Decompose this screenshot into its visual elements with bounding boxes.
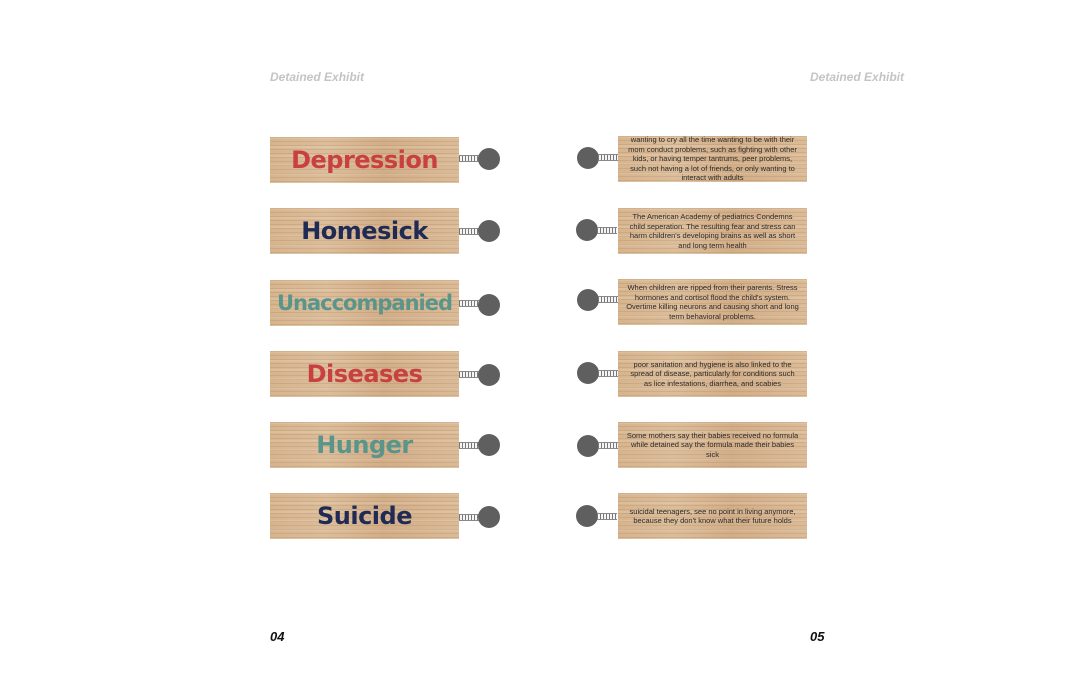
tag-depression (270, 137, 459, 183)
knob-icon (478, 364, 500, 386)
tag-label: Diseases (306, 360, 423, 388)
tag-label: Hunger (316, 431, 413, 459)
knob-icon (576, 219, 598, 241)
knob-icon (577, 435, 599, 457)
description-tag-3 (618, 279, 807, 325)
chain (597, 513, 617, 520)
tag-diseases (270, 351, 459, 397)
description-tag-5 (618, 422, 807, 468)
tag-label: Suicide (316, 502, 412, 530)
chain (598, 370, 618, 377)
chain (459, 155, 479, 162)
description-text: The American Academy of pediatrics Condemns child seperation. The resulting fear and stress can harm children's developing brains as well as short and long term health (629, 212, 796, 250)
knob-icon (478, 506, 500, 528)
header-right: Detained Exhibit (810, 70, 905, 84)
knob-icon (478, 294, 500, 316)
knob-icon (478, 220, 500, 242)
knob-icon (577, 147, 599, 169)
chain (459, 371, 479, 378)
description-text: wanting to cry all the time wanting to be with their mom conduct problems, such as fighting with other kids, or having temper tantrums, peer problems, such not having a lot of friends, or only wanting to interact with adults (628, 135, 797, 183)
page-number-left: 04 (270, 629, 285, 644)
header-left: Detained Exhibit (270, 70, 365, 84)
tag-hunger (270, 422, 459, 468)
description-text: suicidal teenagers, see no point in living anymore, because they don't know what their future holds (629, 506, 796, 525)
tag-label: Homesick (301, 217, 428, 245)
knob-icon (577, 362, 599, 384)
knob-icon (478, 434, 500, 456)
tag-label: Depression (291, 146, 438, 174)
knob-icon (577, 289, 599, 311)
page-number-right: 05 (810, 629, 825, 644)
description-text: When children are ripped from their parents. Stress hormones and cortisol flood the child's system. Overtime killing neurons and causing short and long term behavioral problems. (626, 283, 799, 321)
description-text: Some mothers say their babies received no formula while detained say the formula made their babies sick (626, 430, 799, 459)
description-tag-6 (618, 493, 807, 539)
chain (598, 296, 618, 303)
description-tag-4 (618, 351, 807, 397)
tag-homesick (270, 208, 459, 254)
description-tag-1 (618, 136, 807, 182)
chain (459, 514, 479, 521)
chain (459, 300, 479, 307)
chain (459, 442, 479, 449)
tag-suicide (270, 493, 459, 539)
description-text: poor sanitation and hygiene is also linked to the spread of disease, particularly for conditions such as lice infestations, diarrhea, and scabies (630, 359, 795, 388)
chain (459, 228, 479, 235)
knob-icon (478, 148, 500, 170)
tag-label: Unaccompanied (276, 291, 452, 315)
chain (598, 442, 618, 449)
knob-icon (576, 505, 598, 527)
chain (598, 154, 618, 161)
description-tag-2 (618, 208, 807, 254)
chain (597, 227, 617, 234)
tag-unaccompanied (270, 280, 459, 326)
